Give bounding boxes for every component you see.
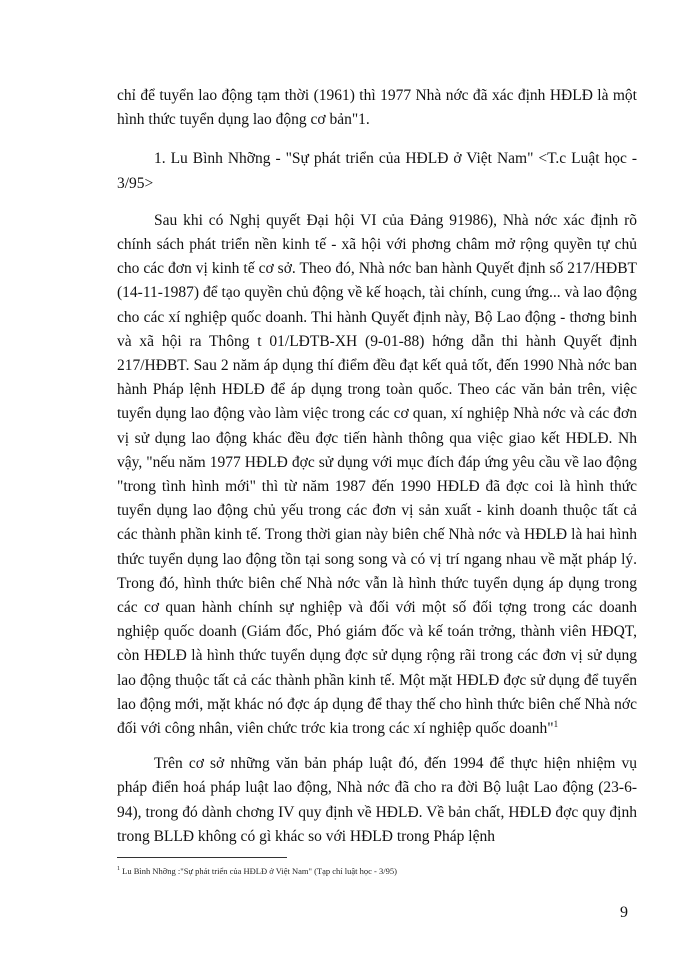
closing-paragraph: Trên cơ sở những văn bản pháp luật đó, đến 1994 để thực hiện nhiệm vụ pháp điển hoá pháp luật lao động, Nhà nớc đã cho ra đời Bộ luật Lao động (23-6-94), trong đó dành chơng IV quy định về HĐLĐ. Về bản chất, HĐLĐ đợc quy định trong BLLĐ không có gì khác so với HĐLĐ trong Pháp lệnh — [117, 755, 637, 845]
main-paragraph: Sau khi có Nghị quyết Đại hội VI của Đảng 91986), Nhà nớc xác định rõ chính sách phát triển nền kinh tế - xã hội với phơng châm mở rộng quyền tự chủ cho các đơn vị kinh tế cơ sở. Theo đó, Nhà nớc ban hành Quyết định số 217/HĐBT (14-11-1987) để tạo quyền chủ động về kế hoạch, tài chính, cung ứng... và lao động cho các xí nghiệp quốc doanh. Thi hành Quyết định này, Bộ Lao động - thơng binh và xã hội ra Thông t 01/LĐTB-XH (9-01-88) hớng dẫn thi hành Quyết định 217/HĐBT. Sau 2 năm áp dụng thí điểm đều đạt kết quả tốt, đến 1990 Nhà nớc ban hành Pháp lệnh HĐLĐ để áp dụng trong toàn quốc. Theo các văn bản trên, việc tuyển dụng lao động vào làm việc trong các cơ quan, xí nghiệp Nhà nớc và các đơn vị sử dụng lao động khác đều đợc tiến hành thông qua việc giao kết HĐLĐ. Nh vậy, "nếu năm 1977 HĐLĐ đợc sử dụng với mục đích đáp ứng yêu cầu về lao động "trong tình hình mới" thì từ năm 1987 đến 1990 HĐLĐ đã đợc coi là hình thức tuyển dụng lao động chủ yếu trong các đơn vị sản xuất - kinh doanh thuộc tất cả các thành phần kinh tế. Trong thời gian này biên chế Nhà nớc và HĐLĐ là hai hình thức tuyển dụng lao động tồn tại song song và có vị trí ngang nhau về mặt pháp lý. Trong đó, hình thức biên chế Nhà nớc vẫn là hình thức tuyển dụng áp dụng trong các cơ quan hành chính sự nghiệp và đối với một số đối tợng trong các doanh nghiệp quốc doanh (Giám đốc, Phó giám đốc và kế toán trởng, thành viên HĐQT, còn HĐLĐ là hình thức tuyển dụng đợc sử dụng rộng rãi trong các đơn vị sử dụng lao động thuộc tất cả các thành phần kinh tế. Một mặt HĐLĐ đợc sử dụng để tuyển lao động mới, mặt khác nó đợc áp dụng để thay thế cho hình thức biên chế Nhà nớc đối với công nhân, viên chức trớc kia trong các xí nghiệp quốc doanh"$^1$ — [117, 211, 637, 738]
citation-paragraph: 1. Lu Bình Nhỡng - "Sự phát triển của HĐLĐ ở Việt Nam" <T.c Luật học - 3/95> — [117, 150, 637, 192]
paragraph-continuation: chỉ để tuyển lao động tạm thời (1961) thì 1977 Nhà nớc đã xác định HĐLĐ là một hình thức tuyển dụng lao động cơ bản"1. — [117, 87, 637, 129]
footnote-separator — [117, 857, 287, 858]
body-text — [117, 84, 637, 849]
footnote-text: Lu Bình Nhỡng :"Sự phát triển của HĐLĐ ở Việt Nam" (Tạp chí luật học - 3/95) — [120, 866, 397, 876]
footnote-reference: 1 — [553, 718, 559, 729]
page-number: 9 — [620, 904, 628, 921]
footnote-marker: 1 — [117, 866, 120, 873]
footnote — [117, 866, 637, 877]
